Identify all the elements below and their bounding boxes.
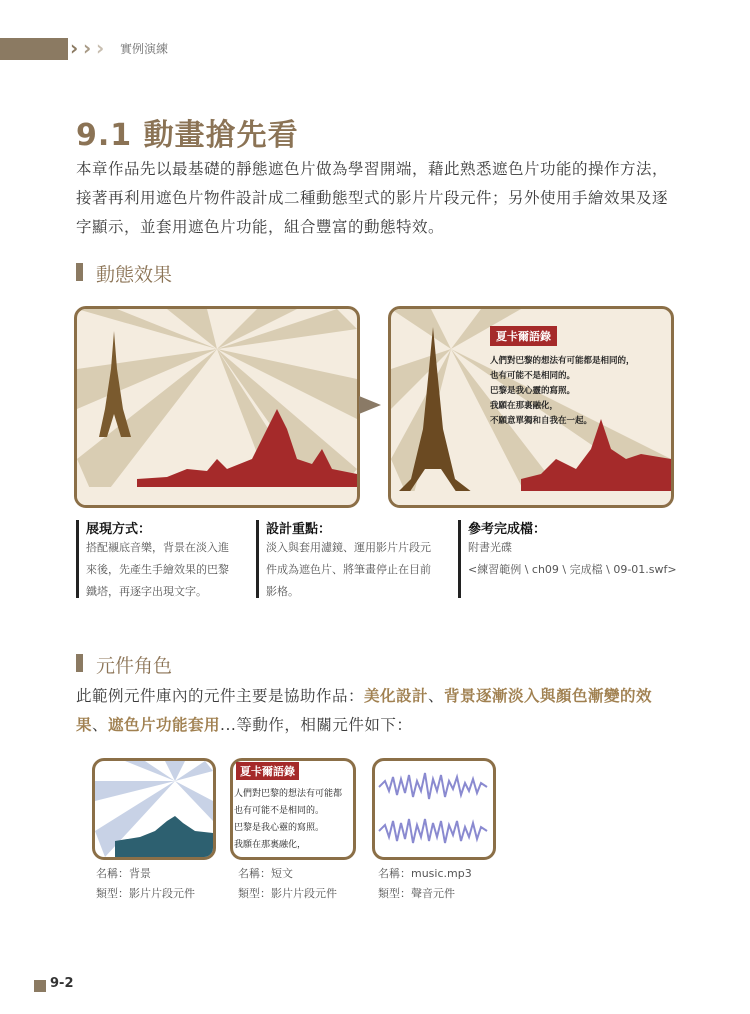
component-type: 類型：影片片段元件 xyxy=(96,887,195,900)
highlight-text: 美化設計 xyxy=(364,687,429,705)
quote-card xyxy=(490,325,650,429)
component-caption xyxy=(378,864,472,904)
thumb-background xyxy=(92,758,216,860)
column-title: 參考完成檔： xyxy=(468,522,547,537)
quote-line: 不願意單獨和自我在一起。 xyxy=(490,416,593,426)
column-line: 件成為遮色片、將筆畫停止在目前 xyxy=(266,563,431,576)
chevron-right-icon: › xyxy=(96,36,105,60)
para-text: 此範例元件庫內的元件主要是協助作品： xyxy=(76,687,365,705)
highlight-text: 遮色片功能套用 xyxy=(108,716,221,734)
components-paragraph xyxy=(76,682,676,740)
column-reference-file xyxy=(468,518,698,581)
page-number: 9-2 xyxy=(50,976,74,991)
intro-paragraph: 本章作品先以最基礎的靜態遮色片做為學習開端，藉此熟悉遮色片功能的操作方法，接著再利用遮色片物件設計成二種動態型式的影片片段元件；另外使用手繪效果及逐字顯示，並套用遮色片功能，組合豐富的動態特效。 xyxy=(76,160,669,236)
thumb-line: 我願在那裏融化， xyxy=(234,840,307,850)
highlight-text: 背景逐漸淡入與顏色漸變的效果 xyxy=(76,687,653,734)
quote-line: 巴黎是我心靈的寫照。 xyxy=(490,386,576,396)
section-marker xyxy=(76,263,83,281)
thumb-text-body xyxy=(234,786,349,854)
component-caption xyxy=(238,864,337,904)
column-divider xyxy=(458,520,461,598)
para-text: ...等動作，相關元件如下： xyxy=(220,716,413,734)
thumb-title: 夏卡爾語錄 xyxy=(236,762,299,780)
column-divider xyxy=(76,520,79,598)
header-bar xyxy=(0,38,68,60)
page-marker xyxy=(34,980,46,992)
column-divider xyxy=(256,520,259,598)
quote-line: 也有可能不是相同的。 xyxy=(490,371,576,381)
section-label: 實例演練 xyxy=(120,42,169,56)
component-name: 名稱：短文 xyxy=(238,867,293,880)
column-title: 設計重點： xyxy=(266,522,332,537)
column-line: 搭配襯底音樂，背景在淡入進 xyxy=(86,541,229,554)
column-line: 來後，先產生手繪效果的巴黎 xyxy=(86,563,229,576)
chevron-right-icon: › xyxy=(70,36,79,60)
scene-before xyxy=(74,306,360,508)
column-design-points xyxy=(266,518,456,603)
quote-line: 我願在那裏融化， xyxy=(490,401,559,411)
column-title: 展現方式： xyxy=(86,522,152,537)
column-line: 附書光碟 xyxy=(468,541,512,554)
para-text: 、 xyxy=(428,687,445,705)
component-name: 名稱：music.mp3 xyxy=(378,867,472,880)
section-heading-components: 元件角色 xyxy=(96,655,173,677)
waveform-icon xyxy=(375,761,493,857)
column-presentation xyxy=(86,518,256,603)
column-line: <練習範例 \ ch09 \ 完成檔 \ 09-01.swf> xyxy=(468,563,677,576)
column-line: 鐵塔，再逐字出現文字。 xyxy=(86,585,207,598)
component-type: 類型：聲音元件 xyxy=(378,887,455,900)
section-heading-effects: 動態效果 xyxy=(96,264,173,286)
page-title: 9.1 動畫搶先看 xyxy=(76,118,299,153)
component-caption xyxy=(96,864,195,904)
component-name: 名稱：背景 xyxy=(96,867,151,880)
para-text: 、 xyxy=(92,716,109,734)
thumb-music xyxy=(372,758,496,860)
quote-line: 人們對巴黎的想法有可能都是相同的， xyxy=(490,356,635,366)
chevron-right-icon: › xyxy=(83,36,92,60)
quote-body xyxy=(490,354,650,429)
arrow-right-icon xyxy=(359,396,381,414)
component-type: 類型：影片片段元件 xyxy=(238,887,337,900)
thumb-line: 人們對巴黎的想法有可能都 xyxy=(234,789,343,799)
column-line: 淡入與套用濾鏡、運用影片片段元 xyxy=(266,541,431,554)
quote-title: 夏卡爾語錄 xyxy=(490,326,557,346)
section-marker xyxy=(76,654,83,672)
thumb-line: 也有可能不是相同的。 xyxy=(234,806,325,816)
column-line: 影格。 xyxy=(266,585,299,598)
thumb-line: 巴黎是我心靈的寫照。 xyxy=(234,823,325,833)
